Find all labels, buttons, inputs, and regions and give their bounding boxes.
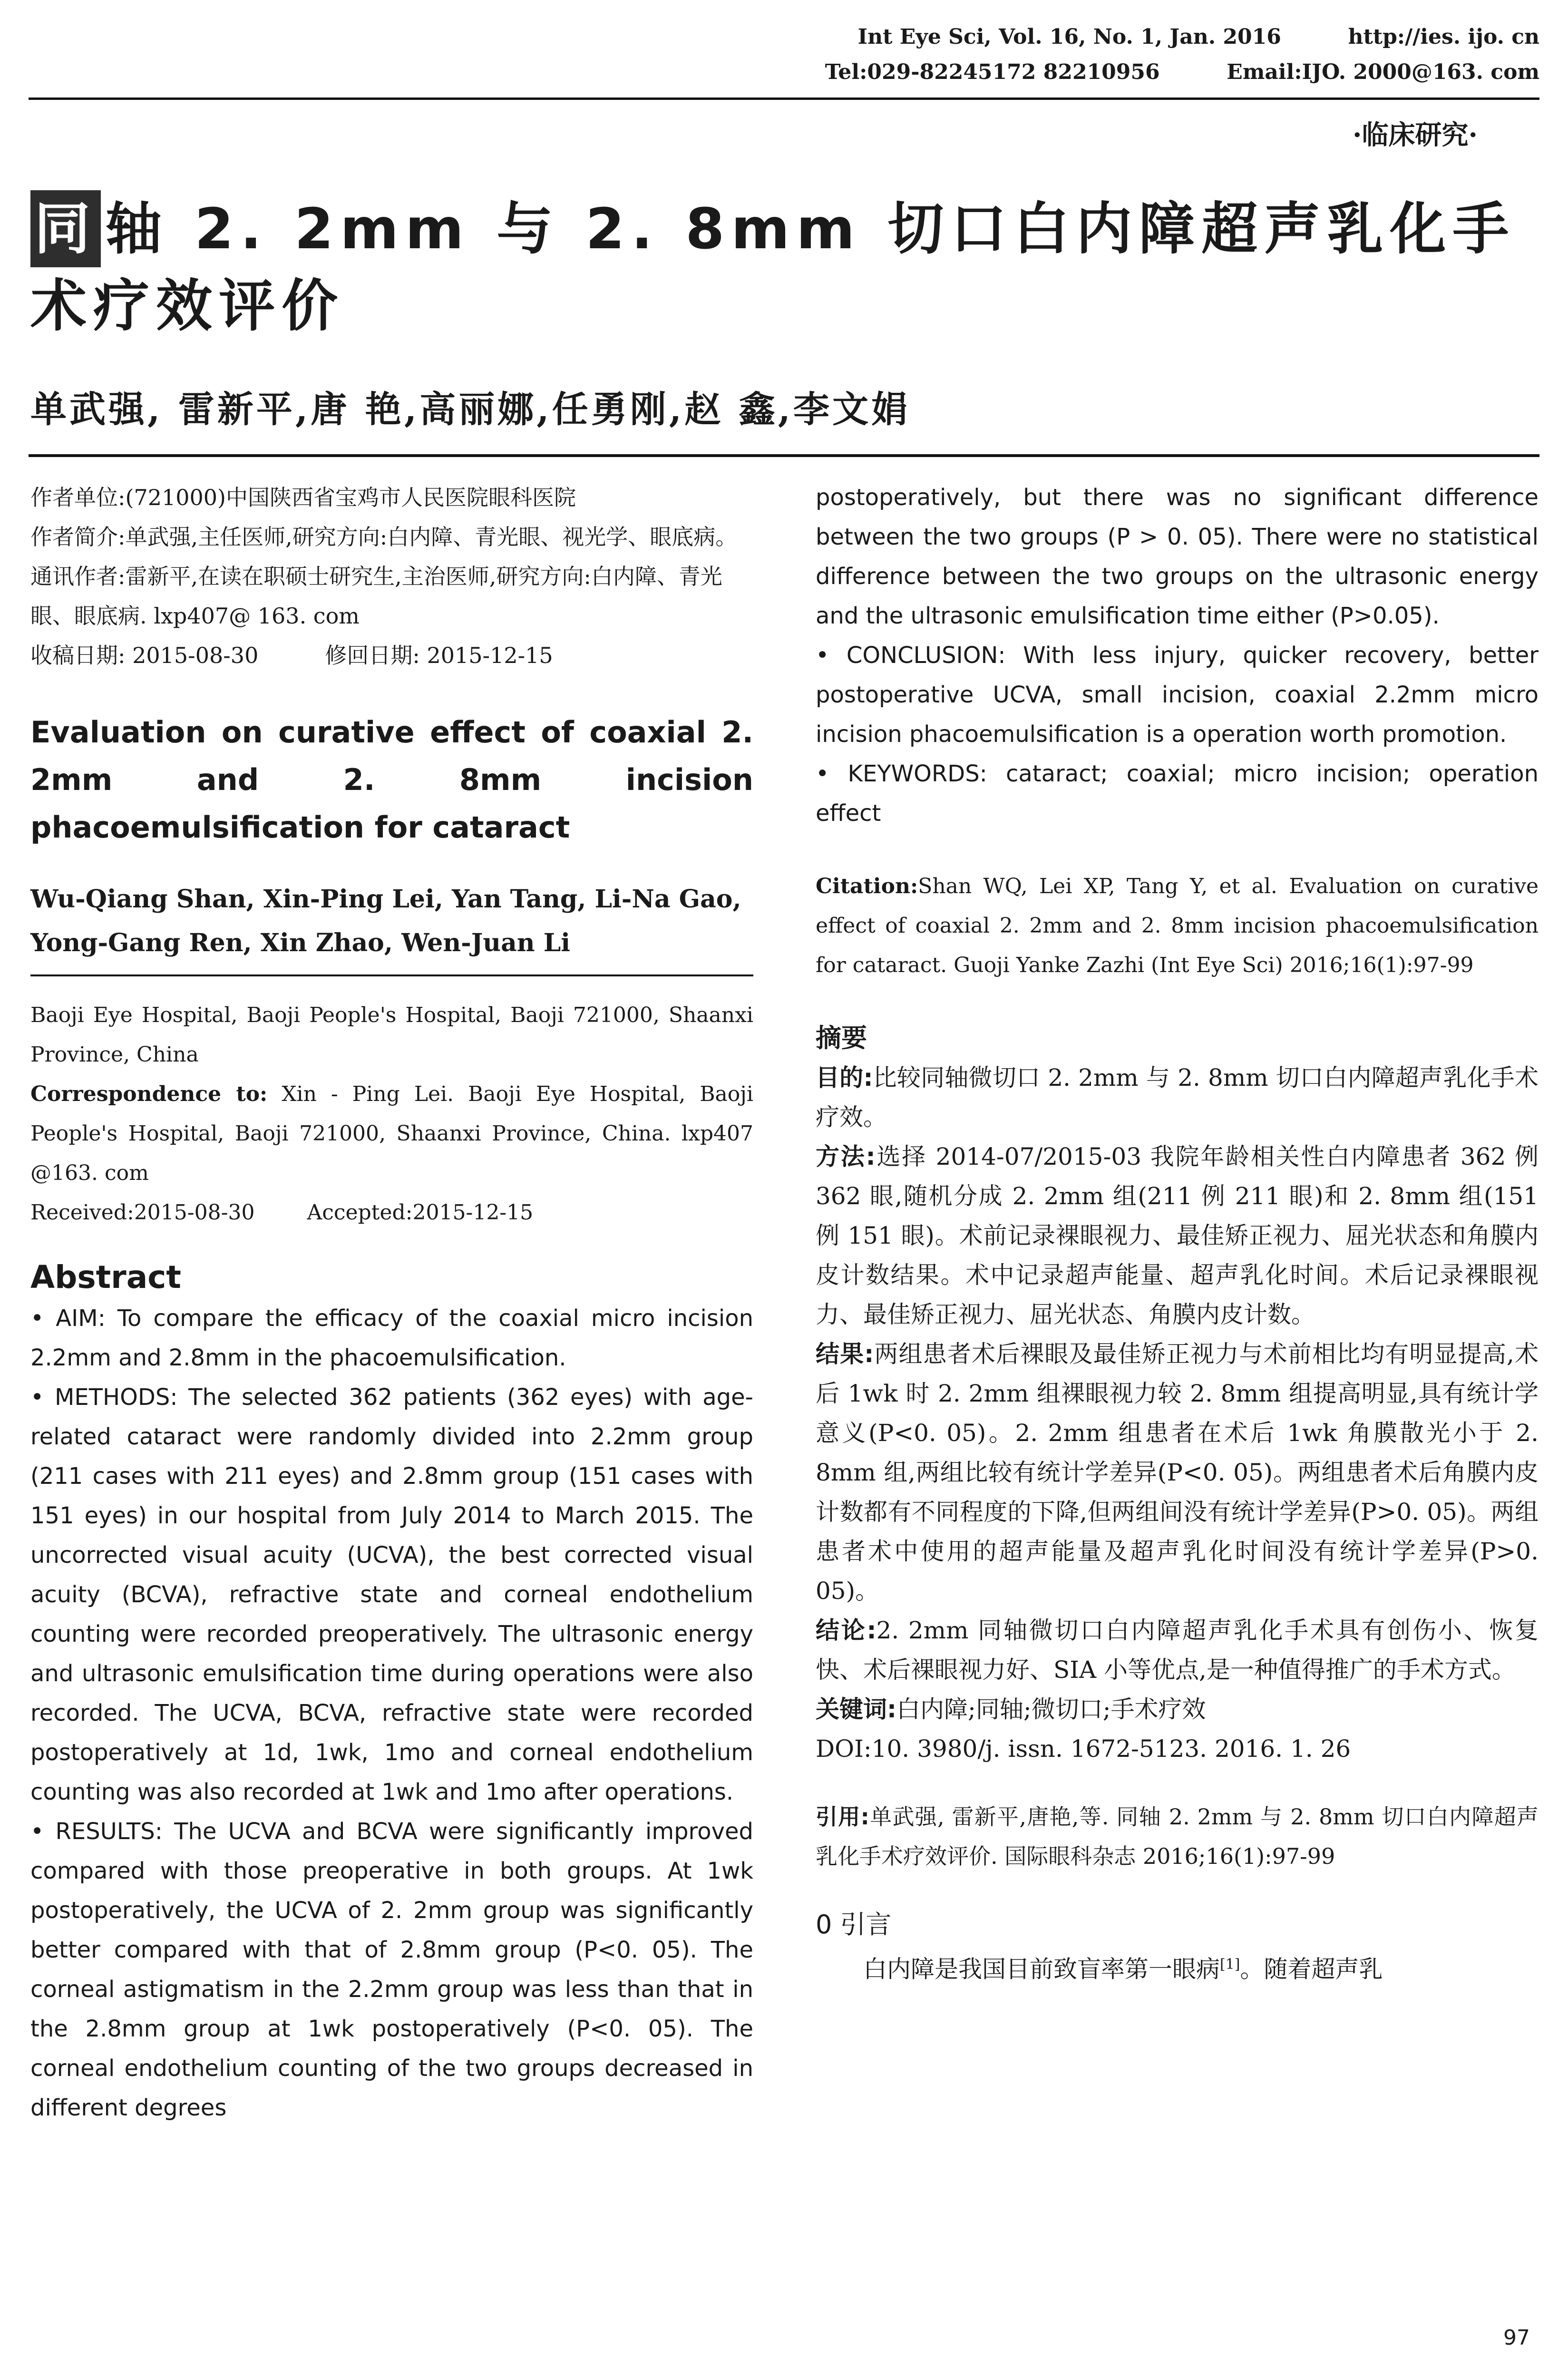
title-dropcap: 同 xyxy=(30,190,101,267)
cn-results-label: 结果: xyxy=(816,1340,874,1368)
cn-conclusion xyxy=(816,1611,1539,1690)
section-tag: ·临床研究· xyxy=(1353,119,1478,151)
intro-text xyxy=(816,1945,1539,1989)
doi: DOI:10. 3980/j. issn. 1672-5123. 2016. 1. 26 xyxy=(816,1735,1351,1763)
cn-aim xyxy=(816,1058,1539,1137)
affiliation: Baoji Eye Hospital, Baoji People's Hospital, Baoji 721000, Shaanxi Province, China xyxy=(30,1003,753,1067)
cn-aim-text: 比较同轴微切口 2. 2mm 与 2. 8mm 切口白内障超声乳化手术疗效。 xyxy=(816,1064,1539,1131)
correspondence-text: Xin - Ping Lei. Baoji Eye Hospital, Baoji People's Hospital, Baoji 721000, Shaanxi Province, China. lxp407 @163. com xyxy=(30,1082,753,1185)
cn-methods xyxy=(816,1137,1539,1335)
accepted-en: Accepted:2015-12-15 xyxy=(307,1200,534,1225)
dates-cn xyxy=(30,636,753,675)
title-rule xyxy=(29,454,1539,457)
correspondence-label: Correspondence to: xyxy=(30,1082,268,1106)
authors-cn: 单武强, 雷新平,唐 艳,高丽娜,任勇刚,赵 鑫,李文娟 xyxy=(30,388,911,430)
cn-methods-text: 选择 2014-07/2015-03 我院年龄相关性白内障患者 362 例 362 眼,随机分成 2. 2mm 组(211 例 211 眼)和 2. 8mm 组(151 例 151 眼)。术前记录裸眼视力、最佳矫正视力、屈光状态和角膜内皮计数结果。术中记录超声能量、超声乳化时间。术后记录裸眼视力、最佳矫正视力、屈光状态、角膜内皮计数。 xyxy=(816,1143,1539,1328)
citation-text: Shan WQ, Lei XP, Tang Y, et al. Evaluation on curative effect of coaxial 2. 2mm and 2. 8mm incision phacoemulsification for cataract. Guoji Yanke Zazhi (Int Eye Sci) 2016;16(1):97-99 xyxy=(816,874,1539,977)
cn-abstract-heading: 摘要 xyxy=(816,1023,867,1053)
abstract-heading: Abstract xyxy=(30,1259,181,1296)
cn-citation-text: 单武强, 雷新平,唐艳,等. 同轴 2. 2mm 与 2. 8mm 切口白内障超声乳化手术疗效评价. 国际眼科杂志 2016;16(1):97-99 xyxy=(816,1804,1539,1869)
abstract-conclusion: • CONCLUSION: With less injury, quicker recovery, better postoperative UCVA, small incision, coaxial 2.2mm micro incision phacoemulsification is a operation worth promotion. xyxy=(816,642,1539,748)
correspondence xyxy=(30,1074,753,1193)
abstract-keywords: • KEYWORDS: cataract; coaxial; micro incision; operation effect xyxy=(816,760,1539,827)
english-title: Evaluation on curative effect of coaxial 2. 2mm and 2. 8mm incision phacoemulsification for cataract xyxy=(30,715,753,845)
header-line-2 xyxy=(825,60,1539,84)
cn-results xyxy=(816,1335,1539,1611)
page-number: 97 xyxy=(1503,2326,1530,2350)
cn-aim-label: 目的: xyxy=(816,1064,873,1091)
intro-ref: [1] xyxy=(1220,1956,1240,1973)
received-cn: 收稿日期: 2015-08-30 xyxy=(30,643,259,668)
citation-label: Citation: xyxy=(816,874,918,898)
journal-tel: Tel:029-82245172 82210956 xyxy=(825,60,1160,84)
abstract-results-continued: postoperatively, but there was no significant difference between the two groups (P > 0. 05). There were no statistical difference between the two groups on the ultrasonic energy and the ultrasonic emulsification time either (P>0.05). xyxy=(816,484,1539,629)
title-text: 轴 2. 2mm 与 2. 8mm 切口白内障超声乳化手术疗效评价 xyxy=(30,196,1516,339)
header-line-1 xyxy=(858,25,1540,49)
article-title xyxy=(30,190,1543,344)
left-column xyxy=(30,478,753,2128)
abstract-results: • RESULTS: The UCVA and BCVA were significantly improved compared with those preoperative in both groups. At 1wk postoperatively, the UCVA of 2. 2mm group was significantly better compared with that of 2.8mm group (P<0. 05). The corneal astigmatism in the 2.2mm group was less than that in the 2.8mm group at 1wk postoperatively (P<0. 05). The corneal endothelium counting of the two groups decreased in different degrees xyxy=(30,1818,753,2121)
abstract-methods: • METHODS: The selected 362 patients (362 eyes) with age-related cataract were randomly divided into 2.2mm group (211 cases with 211 eyes) and 2.8mm group (151 cases with 151 eyes) in our hospital from July 2014 to March 2015. The uncorrected visual acuity (UCVA), the best corrected visual acuity (BCVA), refractive state and corneal endothelium counting were recorded preoperatively. The ultrasonic energy and ultrasonic emulsification time during operations were also recorded. The UCVA, BCVA, refractive state were recorded postoperatively at 1d, 1wk, 1mo and corneal endothelium counting was also recorded at 1wk and 1mo after operations. xyxy=(30,1384,753,1805)
intro-heading: 0 引言 xyxy=(816,1909,892,1939)
cn-results-text: 两组患者术后裸眼及最佳矫正视力与术前相比均有明显提高,术后 1wk 时 2. 2mm 组裸眼视力较 2. 8mm 组提高明显,具有统计学意义(P<0. 05)。2. 2mm 组患者在术后 1wk 角膜散光小于 2. 8mm 组,两组比较有统计学差异(P<0. 05)。两组患者术后角膜内皮计数都有不同程度的下降,但两组间没有统计学差异(P>0. 05)。两组患者术中使用的超声能量及超声乳化时间没有统计学差异(P>0. 05)。 xyxy=(816,1340,1539,1605)
dates-en xyxy=(30,1193,753,1232)
cn-citation-label: 引用: xyxy=(816,1804,869,1830)
author-profile: 作者简介:单武强,主任医师,研究方向:白内障、青光眼、视光学、眼底病。 xyxy=(30,524,738,550)
cn-conclusion-label: 结论: xyxy=(816,1617,877,1644)
cn-keywords-text: 白内障;同轴;微切口;手术疗效 xyxy=(896,1695,1206,1723)
journal-url: http://ies. ijo. cn xyxy=(1348,25,1539,49)
english-authors: Wu-Qiang Shan, Xin-Ping Lei, Yan Tang, Li-Na Gao, Yong-Gang Ren, Xin Zhao, Wen-Juan Li xyxy=(30,885,741,957)
citation xyxy=(816,867,1539,985)
corresponding-author: 通讯作者:雷新平,在读在职硕士研究生,主治医师,研究方向:白内障、青光眼、眼底病. lxp407@ 163. com xyxy=(30,564,722,629)
received-en: Received:2015-08-30 xyxy=(30,1200,255,1225)
journal-info: Int Eye Sci, Vol. 16, No. 1, Jan. 2016 xyxy=(857,25,1281,49)
cn-citation xyxy=(816,1797,1539,1876)
cn-keywords-label: 关键词: xyxy=(816,1695,896,1723)
abstract-aim: • AIM: To compare the efficacy of the coaxial micro incision 2.2mm and 2.8mm in the phacoemulsification. xyxy=(30,1305,753,1371)
intro-sentence: 白内障是我国目前致盲率第一眼病 xyxy=(863,1955,1220,1983)
cn-methods-label: 方法: xyxy=(816,1143,876,1170)
right-column xyxy=(816,478,1539,1989)
cn-keywords xyxy=(816,1690,1539,1729)
intro-sentence-cont: 。随着超声乳 xyxy=(1240,1955,1383,1983)
revised-cn: 修回日期: 2015-12-15 xyxy=(325,643,553,668)
journal-email: Email:IJO. 2000@163. com xyxy=(1227,60,1539,84)
cn-conclusion-text: 2. 2mm 同轴微切口白内障超声乳化手术具有创伤小、恢复快、术后裸眼视力好、SIA 小等优点,是一种值得推广的手术方式。 xyxy=(816,1617,1539,1684)
author-unit: 作者单位:(721000)中国陕西省宝鸡市人民医院眼科医院 xyxy=(30,485,576,510)
header-rule xyxy=(29,97,1539,100)
